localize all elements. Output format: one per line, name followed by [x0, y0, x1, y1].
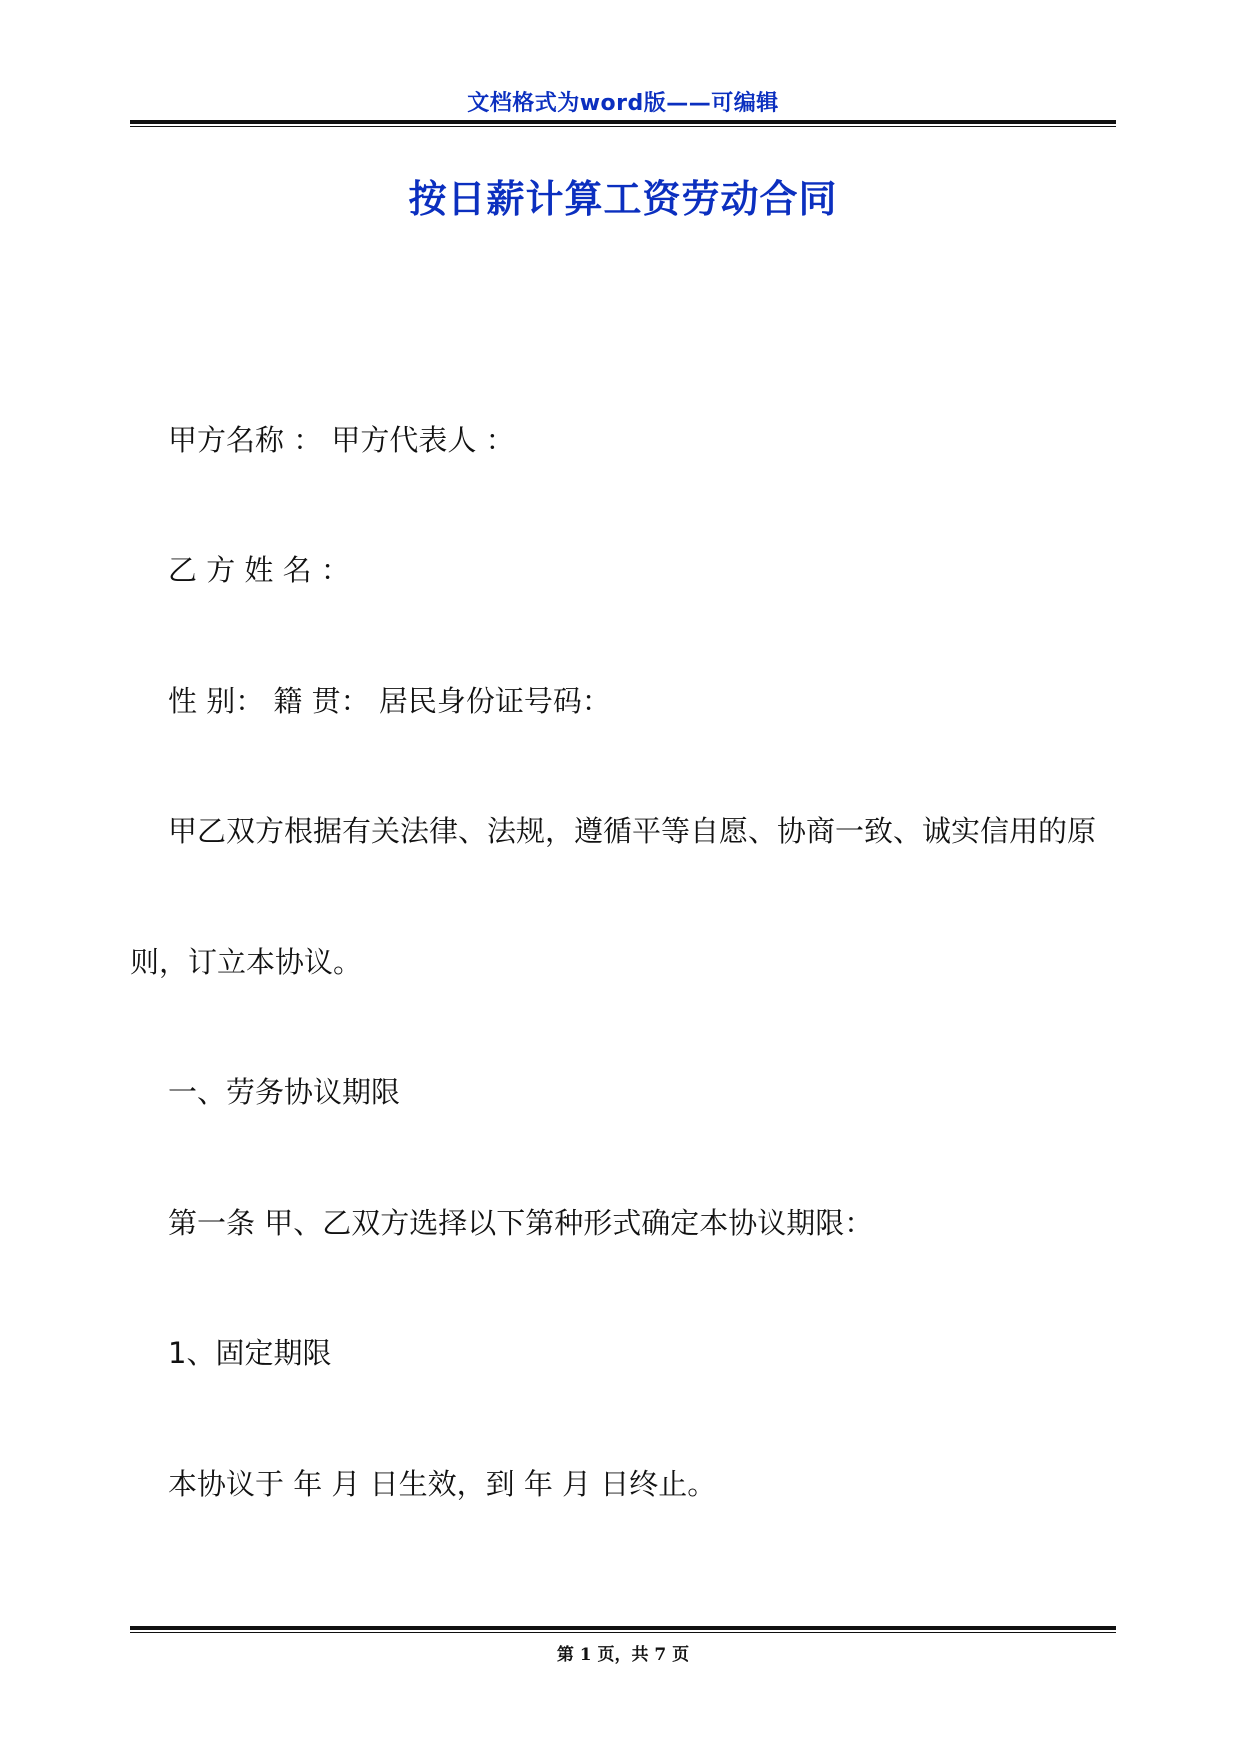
page-number: 第 1 页，共 7 页: [556, 1645, 690, 1665]
header-rule-thin: [130, 126, 1116, 127]
header-text: 文档格式为word版——可编辑: [467, 91, 779, 116]
paragraph-fixed-term: 1、固定期限: [168, 1336, 332, 1370]
section-heading-term: 一、劳务协议期限: [168, 1075, 401, 1109]
paragraph-personal-info: 性 别： 籍 贯： 居民身份证号码：: [168, 684, 611, 718]
paragraph-preamble-line1: 甲乙双方根据有关法律、法规，遵循平等自愿、协商一致、诚实信用的原: [168, 814, 1097, 848]
paragraph-article-1: 第一条 甲、乙双方选择以下第种形式确定本协议期限：: [168, 1206, 874, 1240]
footer-rule-thin: [130, 1632, 1116, 1633]
document-title: 按日薪计算工资劳动合同: [408, 177, 838, 221]
paragraph-effective-dates: 本协议于 年 月 日生效，到 年 月 日终止。: [168, 1467, 717, 1501]
header-rule-thick: [130, 120, 1116, 124]
footer-rule-thick: [130, 1626, 1116, 1630]
paragraph-party-a: 甲方名称 ： 甲方代表人 ：: [168, 423, 515, 457]
paragraph-preamble-line2: 则，订立本协议。: [130, 945, 363, 979]
paragraph-party-b-name: 乙 方 姓 名 ：: [168, 553, 350, 587]
